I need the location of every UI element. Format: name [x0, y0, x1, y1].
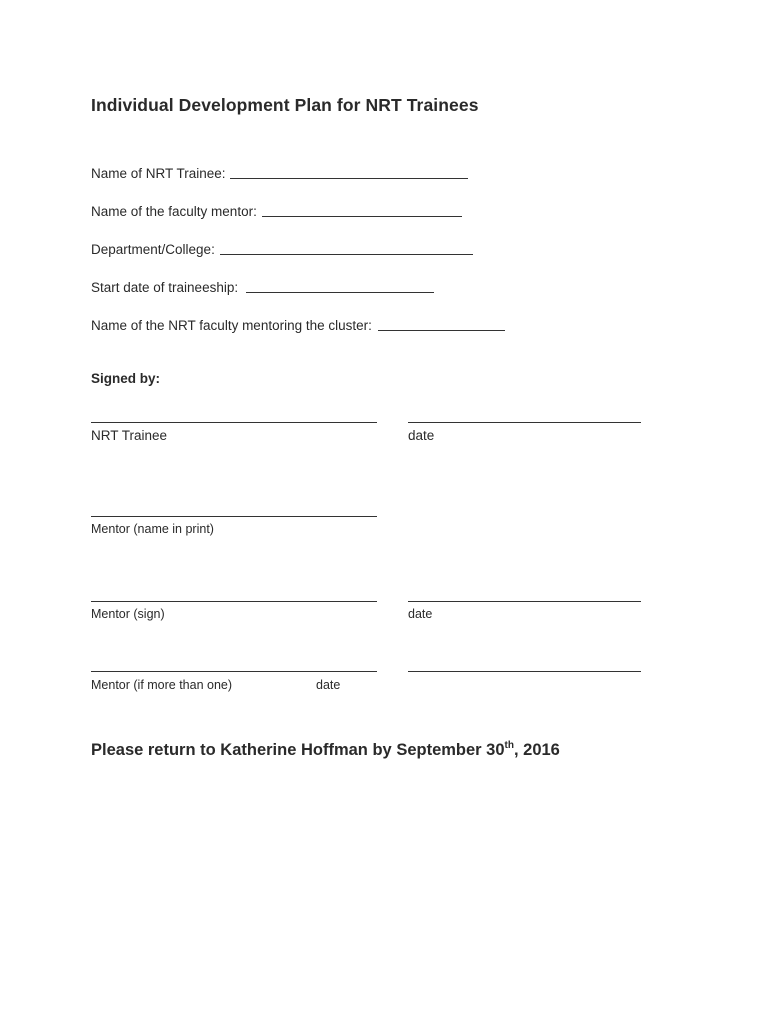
trainee-date-label: date — [408, 428, 435, 443]
mentor-extra-date-line[interactable] — [408, 671, 641, 672]
department-label: Department/College: — [91, 242, 215, 257]
department-blank[interactable] — [220, 242, 473, 255]
start-date-blank[interactable] — [246, 280, 434, 293]
mentor-extra-label: Mentor (if more than one) — [91, 678, 233, 692]
field-row-cluster-mentor — [91, 314, 505, 334]
trainee-date-line[interactable] — [408, 422, 641, 423]
return-note — [91, 741, 560, 760]
trainee-name-blank[interactable] — [230, 166, 468, 179]
mentor-print-label: Mentor (name in print) — [91, 522, 214, 536]
mentor-sign-date-label: date — [408, 607, 433, 621]
start-date-label: Start date of traineeship: — [91, 280, 239, 295]
mentor-print-line[interactable] — [91, 516, 377, 517]
field-row-trainee-name — [91, 162, 468, 182]
return-note-suffix: , 2016 — [513, 741, 560, 759]
mentor-extra-date-label: date — [316, 678, 341, 692]
page-title: Individual Development Plan for NRT Trainees — [91, 95, 479, 115]
mentor-sign-line[interactable] — [91, 601, 377, 602]
trainee-name-label: Name of NRT Trainee: — [91, 166, 226, 181]
trainee-signature-label: NRT Trainee — [91, 428, 168, 443]
cluster-mentor-label: Name of the NRT faculty mentoring the cluster: — [91, 318, 372, 333]
faculty-mentor-label: Name of the faculty mentor: — [91, 204, 257, 219]
trainee-signature-line[interactable] — [91, 422, 377, 423]
field-row-start-date — [91, 276, 434, 296]
return-note-text: Please return to Katherine Hoffman by September 30 — [91, 741, 505, 759]
field-row-faculty-mentor — [91, 200, 462, 220]
mentor-extra-line[interactable] — [91, 671, 377, 672]
mentor-sign-label: Mentor (sign) — [91, 607, 165, 621]
return-note-superscript: th — [504, 740, 514, 751]
field-row-department — [91, 238, 473, 258]
cluster-mentor-blank[interactable] — [378, 318, 505, 331]
mentor-sign-date-line[interactable] — [408, 601, 641, 602]
faculty-mentor-blank[interactable] — [262, 204, 462, 217]
signed-by-heading: Signed by: — [91, 371, 161, 386]
